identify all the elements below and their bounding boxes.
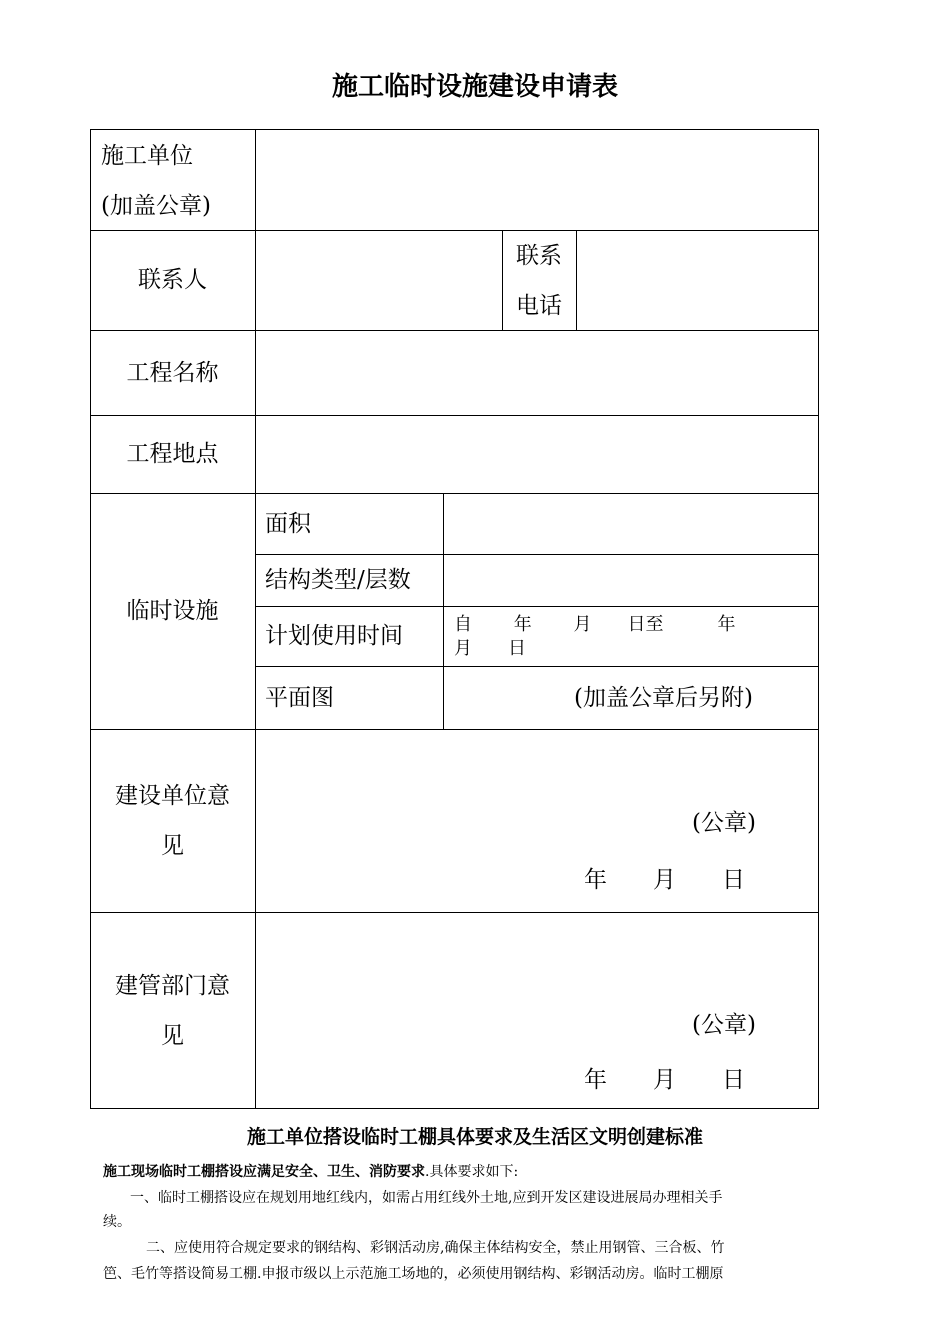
unit-label-seal-note: (加盖公章) — [101, 193, 211, 219]
subrow-divider — [255, 666, 819, 667]
requirement-item-2: 二、应使用符合规定要求的钢结构、彩钢活动房,确保主体结构安全，禁止用钢管、三合板、竹 — [146, 1240, 725, 1256]
floor-plan-note: (加盖公章后另附) — [574, 685, 753, 711]
row-divider — [90, 493, 819, 494]
requirements-lead-bold: 施工现场临时工棚搭设应满足安全、卫生、消防要求 — [103, 1164, 425, 1180]
contact-person-label: 联系人 — [138, 267, 207, 293]
project-site-field[interactable] — [257, 417, 817, 492]
builder-seal: (公章) — [692, 810, 756, 836]
floor-plan-label: 平面图 — [265, 685, 334, 711]
requirement-item-1-cont: 续。 — [103, 1214, 131, 1230]
project-name-label: 工程名称 — [126, 360, 219, 386]
admin-seal: (公章) — [692, 1012, 756, 1038]
facility-value-divider — [443, 493, 444, 729]
table-border-top — [90, 129, 819, 130]
project-site-label: 工程地点 — [126, 441, 219, 467]
phone-label-right-divider — [576, 230, 577, 330]
builder-opinion-label-cont: 见 — [161, 833, 184, 859]
requirements-lead — [103, 1160, 518, 1185]
builder-opinion-label: 建设单位意 — [115, 783, 230, 809]
phone-label: 联系 — [516, 243, 562, 269]
project-name-field[interactable] — [257, 332, 817, 414]
row-divider — [90, 330, 819, 331]
builder-date: 年 月 日 — [584, 867, 745, 893]
table-border-bottom — [90, 1108, 819, 1109]
admin-date: 年 月 日 — [584, 1067, 745, 1093]
table-border-right — [818, 129, 819, 1109]
row-divider — [90, 415, 819, 416]
subrow-divider — [255, 606, 819, 607]
label-column-divider — [255, 129, 256, 1109]
form-title: 施工临时设施建设申请表 — [331, 72, 618, 102]
plan-time-range-cont[interactable]: 月 日 — [454, 638, 526, 659]
application-form-table — [90, 129, 819, 1109]
requirement-item-1: 一、临时工棚搭设应在规划用地红线内，如需占用红线外土地,应到开发区建设进展局办理相关手 — [130, 1190, 723, 1206]
area-field[interactable] — [445, 495, 817, 553]
unit-label: 施工单位 — [101, 143, 193, 169]
requirement-item-2-cont: 笆、毛竹等搭设简易工棚.申报市级以上示范施工场地的，必须使用钢结构、彩钢活动房。临时工棚原 — [103, 1266, 724, 1282]
structure-field[interactable] — [445, 556, 817, 605]
unit-field[interactable] — [257, 131, 817, 229]
requirements-lead-rest: .具体要求如下: — [425, 1164, 519, 1180]
plan-time-range[interactable]: 自 年 月 日至 年 — [454, 614, 736, 635]
requirements-heading: 施工单位搭设临时工棚具体要求及生活区文明创建标准 — [246, 1126, 703, 1148]
temp-facility-label: 临时设施 — [126, 598, 219, 624]
structure-label: 结构类型/层数 — [265, 567, 411, 593]
row-divider — [90, 912, 819, 913]
admin-opinion-label: 建管部门意 — [115, 973, 230, 999]
plan-time-label: 计划使用时间 — [265, 623, 403, 649]
phone-label-cont: 电话 — [516, 293, 562, 319]
area-label: 面积 — [265, 511, 311, 537]
row-divider — [90, 729, 819, 730]
contact-person-field[interactable] — [257, 232, 501, 329]
admin-opinion-label-cont: 见 — [161, 1023, 184, 1049]
phone-field[interactable] — [578, 232, 817, 329]
